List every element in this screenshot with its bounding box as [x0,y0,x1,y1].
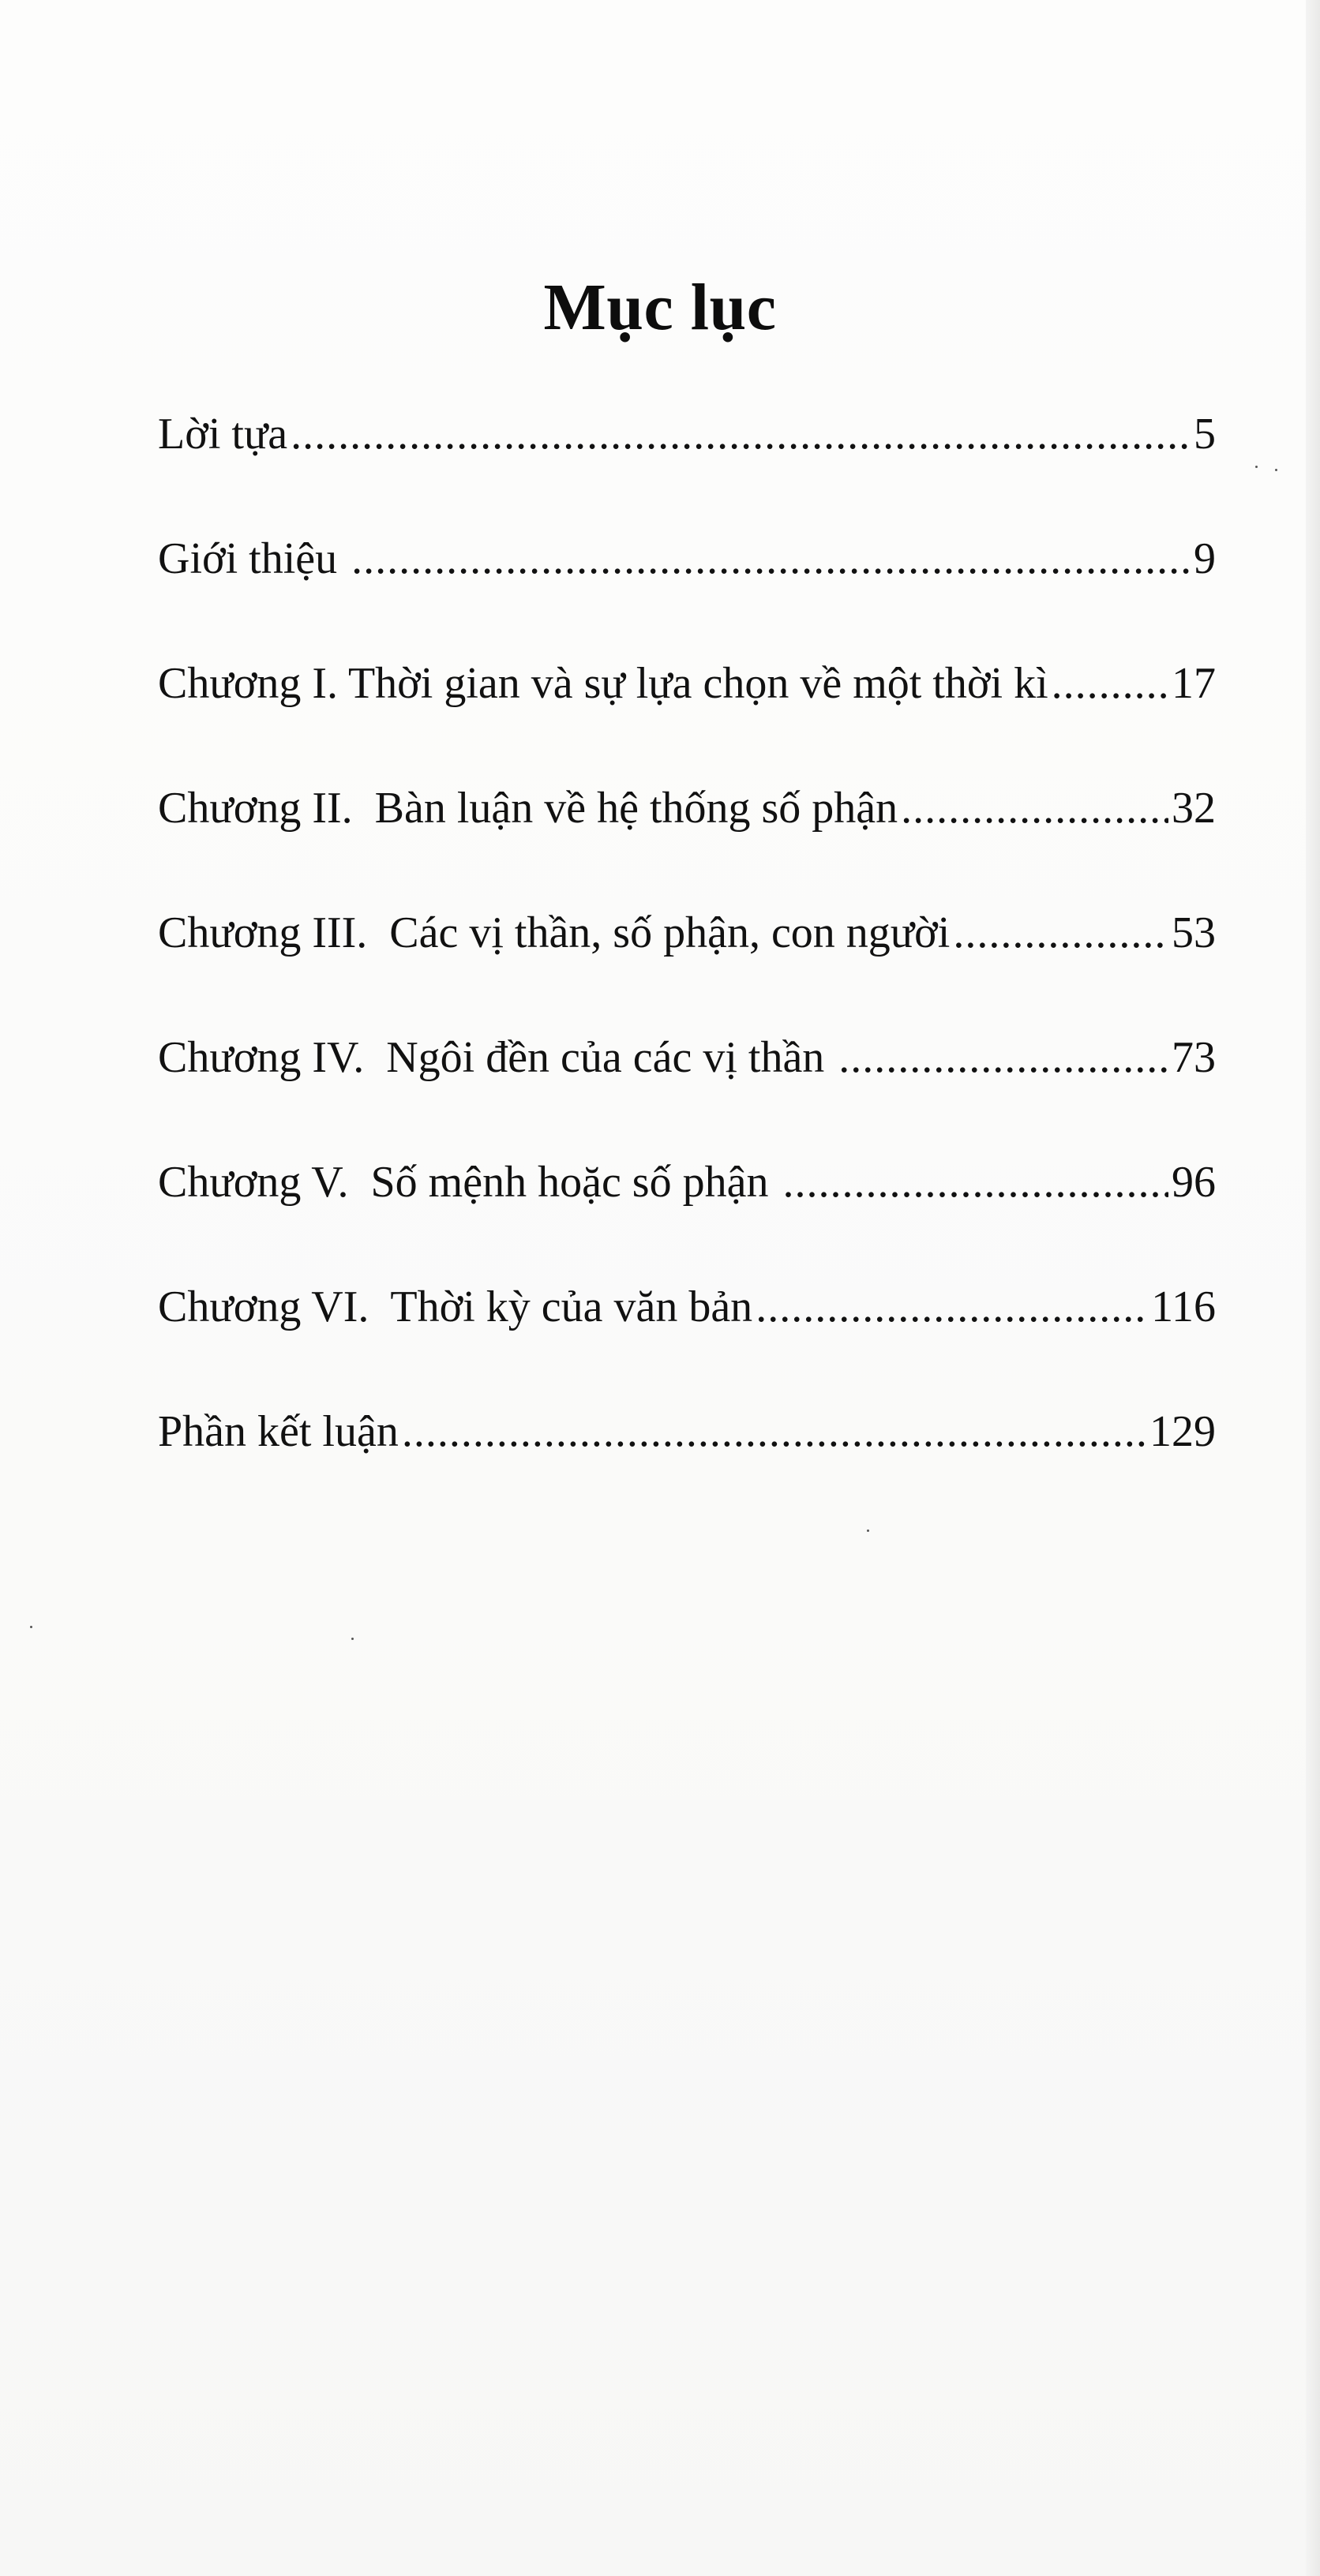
toc-entry-title: Chương IV. Ngôi đền của các vị thần [158,1033,836,1082]
toc-dot-leader [901,777,1168,840]
paper-speck [867,1530,869,1532]
toc-dot-leader [838,1026,1168,1089]
toc-page-number: 32 [1172,784,1216,833]
toc-entry-title: Chương II. Bàn luận về hệ thống số phận [158,784,898,833]
toc-dot-leader [1052,652,1168,715]
toc-page-number: 9 [1194,534,1216,583]
toc-dot-leader [351,527,1191,590]
toc-entry-chuong-3 [158,901,1216,1026]
toc-entry-title: Chương V. Số mệnh hoặc số phận [158,1158,780,1207]
toc-page-number: 116 [1151,1282,1216,1331]
toc-dot-leader [291,402,1191,466]
page-title: Mục lục [543,271,777,344]
toc-entry-chuong-2 [158,777,1216,901]
toc-page-number: 96 [1172,1158,1216,1207]
toc-dot-leader [782,1151,1168,1214]
toc-entry-loi-tua [158,402,1216,527]
toc-page-number: 129 [1149,1407,1216,1456]
toc-page-number: 5 [1194,410,1216,459]
toc-entry-ket-luan [158,1400,1216,1525]
toc-entry-chuong-1 [158,652,1216,777]
paper-speck [351,1638,354,1640]
page-edge-shadow [1306,0,1320,2576]
toc-entry-title: Chương VI. Thời kỳ của văn bản [158,1282,753,1331]
toc-dot-leader [402,1400,1146,1463]
toc-entry-title: Chương I. Thời gian và sự lựa chọn về một thời kì [158,659,1048,708]
toc-page-number: 53 [1172,908,1216,957]
paper-speck [1275,469,1277,471]
toc-dot-leader [756,1275,1148,1339]
paper-speck [1255,466,1258,468]
toc-entry-title: Lời tựa [158,410,288,459]
toc-dot-leader [953,901,1168,964]
paper-speck [30,1626,32,1628]
toc-entry-title: Phần kết luận [158,1407,399,1456]
toc-entry-title: Giới thiệu [158,534,349,583]
toc-entry-chuong-5 [158,1151,1216,1275]
toc-entry-title: Chương III. Các vị thần, số phận, con người [158,908,951,957]
toc-entry-chuong-4 [158,1026,1216,1151]
toc-entry-chuong-6 [158,1275,1216,1400]
toc-page-number: 73 [1172,1033,1216,1082]
toc-page-number: 17 [1172,659,1216,708]
toc-entry-gioi-thieu [158,527,1216,652]
table-of-contents [158,402,1216,1525]
